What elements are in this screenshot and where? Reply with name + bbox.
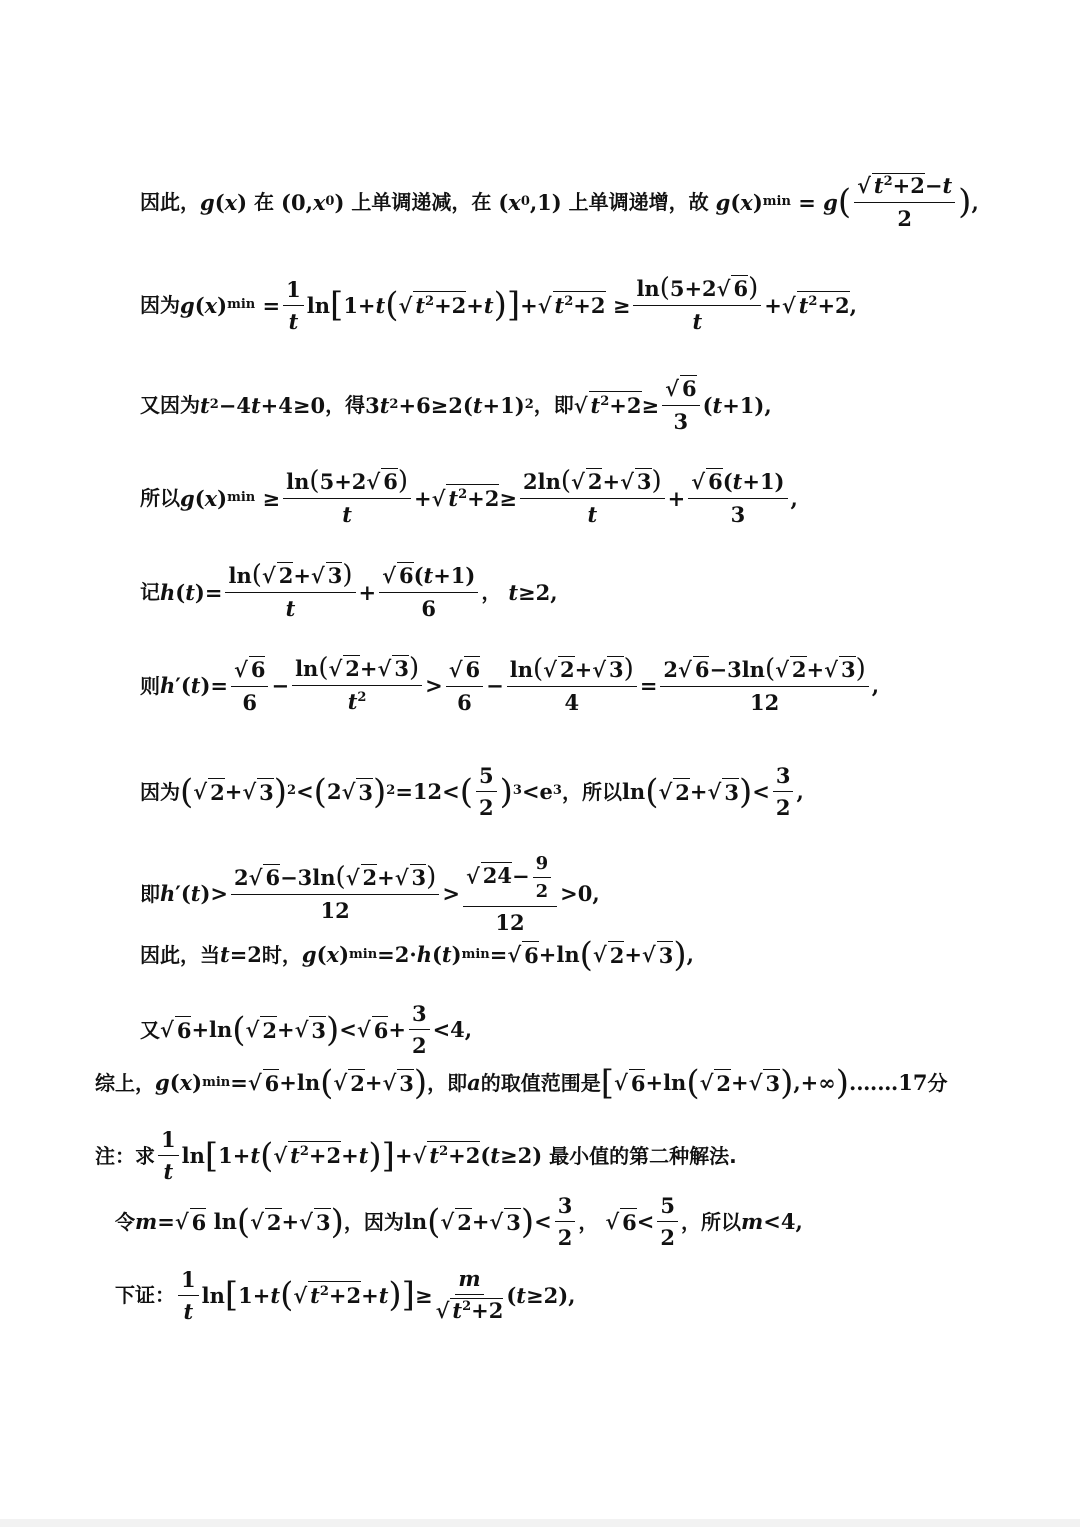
line-12: 注：求 $\frac{1}{t}$ ln [ 1+ t ( √ $t^2+2$ + t )] + √ $t^2+2$ ( t ≥2) 最小值的第二种解法. [95, 1127, 737, 1185]
line-8: 即 h ′( t )> $\frac{2√ 6-3\ln(√ 2+√ 3)}{12}$ > √ 24− $\frac{9}{2}$ 12 >0, [140, 853, 600, 935]
line-9: 因此，当 t =2 时， g ( x ) min =2· h ( t ) min = √ 6 +ln ( √ 2 + √ 3 ) , [140, 935, 694, 975]
line-4: 所以 g ( x ) min ≥ $\frac{\ln(5+2√ 6)}{t}$ + √ $t^2+2$ ≥ $\frac{2\ln(√ 2+√ 3)}{t}$ + $\frac{√ 6(t+1)}{3}$ , [140, 466, 798, 528]
line-5: 记 h ( t )= $\frac{\ln(√ 2+√ 3)}{t}$ + $\frac{√ 6(t+1)}{6}$ ， t ≥2, [140, 560, 558, 622]
line-11: 综上， g ( x ) min = √ 6 +ln ( √ 2 + √ 3 ) ，即 a 的取值范围是 [ √ 6 +ln ( √ 2 + √ 3 ) ,+∞ ) .……17 分 [95, 1063, 948, 1103]
line-14: 下证： $\frac{1}{t}$ ln [ 1+ t ( √ $t^2+2$ + t )] ≥ $\frac{m}{√ t^2+2}$ ( t ≥2), [115, 1266, 576, 1324]
line-3: 又因为 t 2 −4 t +4≥0 ，得 3 t 2 +6≥2( t +1) 2 ，即 √ $t^2+2$ ≥ $\frac{√ 6}{3}$ ( t +1), [140, 376, 772, 435]
line-10: 又 √ 6 +ln ( √ 2 + √ 3 ) < √ 6 + $\frac{3}{2}$ <4, [140, 1001, 473, 1059]
line-2: 因为 g ( x ) min = $\frac{1}{t}$ ln [ 1+ t ( √ $t^2+2$ + t )] + √ $t^2+2$ ≥ $\frac{\ln(5+2√ 6)}{t}$ + √ $t^2+2$ , [140, 273, 857, 335]
page-bottom-edge [0, 1519, 1080, 1527]
line-6: 则 h ′( t )= $\frac{√ 6}{6}$ − $\frac{\ln(√ 2+√ 3)}{t^2}$ > $\frac{√ 6}{6}$ − $\frac{\ln(√ 2+√ 3)}{4}$ = $\frac{2√ 6-3\ln(√ 2+√ 3)}{12}$ , [140, 653, 880, 715]
line-13: 令 m = √ 6 ln ( √ 2 + √ 3 ) ，因为 ln ( √ 2 + √ 3 ) < $\frac{3}{2}$ ， √ 6 < $\frac{5}{2}$ ，所以 m <4, [115, 1193, 803, 1251]
line-7: 因为 ( √ 2 + √ 3 ) 2 < ( 2 √ 3 ) 2 =12< ( $\frac{5}{2}$ ) 3 <e 3 ，所以 ln ( √ 2 + √ 3 ) < $\frac{3}{2}$ , [140, 763, 804, 821]
line-1: 因此， g ( x ) 在 (0, x 0 ) 上单调递减，在 ( x 0 ,1) 上单调递增，故 g ( x ) min = g ( $\frac{√ t^2+2-t}{2}$ ) , [140, 173, 979, 232]
